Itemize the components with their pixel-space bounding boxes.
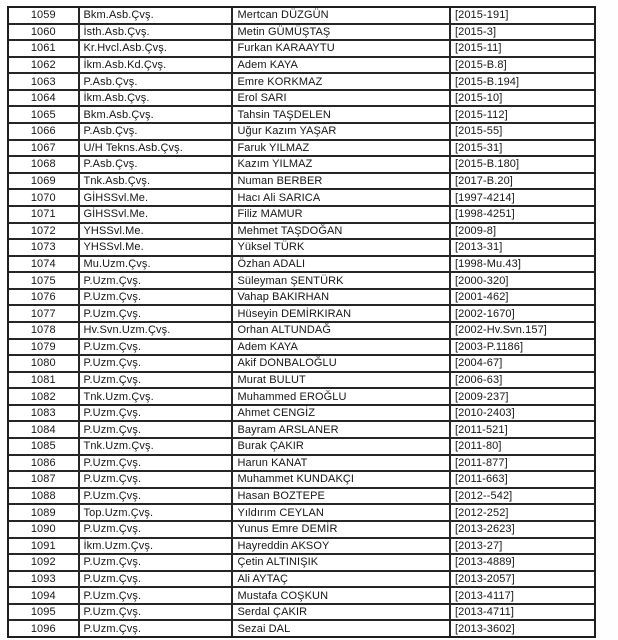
cell-name: Bayram ARSLANER [233,422,451,437]
cell-code: [2017-B.20] [454,175,513,188]
cell-rank: P.Uzm.Çvş. [80,472,234,487]
cell-name: Süleyman ŞENTÜRK [233,273,451,288]
cell-rank: P.Asb.Çvş. [80,74,234,89]
cell-rank: Tnk.Uzm.Çvş. [80,439,234,454]
cell-code: [2015-3] [454,25,497,38]
cell-name: Yıldırım CEYLAN [233,505,451,520]
cell-no: 1087 [9,472,80,487]
cell-no: 1088 [9,489,80,504]
cell-name: Sezai DAL [233,621,451,636]
table-row [9,224,594,241]
cell-no: 1063 [9,74,80,89]
cell-code: [2015-B.8] [454,59,507,72]
cell-code: [2015-10] [454,92,503,105]
personnel-roster-table [7,6,596,638]
cell-name: Orhan ALTUNDAĞ [233,323,451,338]
cell-rank: İkm.Uzm.Çvş. [80,539,234,554]
cell-code: [1998-4251] [454,208,515,221]
cell-no: 1090 [9,522,80,537]
cell-name: Filiz MAMUR [233,207,451,222]
table-row [9,91,594,108]
cell-rank: U/H Tekns.Asb.Çvş. [80,141,234,156]
cell-no: 1065 [9,107,80,122]
table-row [9,107,594,124]
cell-rank: Mu.Uzm.Çvş. [80,257,234,272]
cell-name: Hasan BOZTEPE [233,489,451,504]
cell-name: Tahsin TAŞDELEN [233,107,451,122]
cell-rank: P.Uzm.Çvş. [80,605,234,620]
cell-no: 1080 [9,356,80,371]
table-row [9,273,594,290]
cell-code: [2015-112] [454,108,508,121]
cell-no: 1086 [9,456,80,471]
cell-name: Furkan KARAAYTU [233,41,451,56]
cell-name: Yüksel TÜRK [233,240,451,255]
cell-rank: P.Uzm.Çvş. [80,373,234,388]
table-row [9,522,594,539]
table-row [9,190,594,207]
cell-rank: P.Uzm.Çvş. [80,422,234,437]
table-row [9,290,594,307]
table-row [9,489,594,506]
cell-name: Numan BERBER [233,174,451,189]
table-row [9,422,594,439]
table-row [9,306,594,323]
cell-no: 1084 [9,422,80,437]
cell-no: 1083 [9,406,80,421]
cell-code: [2013-3602] [454,622,515,635]
cell-code: [2013-4711] [454,606,514,619]
cell-no: 1064 [9,91,80,106]
cell-rank: P.Uzm.Çvş. [80,588,234,603]
cell-rank: P.Uzm.Çvş. [80,489,234,504]
cell-rank: P.Asb.Çvş. [80,157,234,172]
table-row [9,257,594,274]
cell-name: Akif DONBALOĞLU [233,356,451,371]
cell-no: 1074 [9,257,80,272]
cell-name: Adem KAYA [233,340,451,355]
cell-no: 1073 [9,240,80,255]
cell-code: [2012--542] [454,490,513,503]
cell-name: Muhammed EROĞLU [233,389,451,404]
cell-rank: İsth.Asb.Çvş. [80,25,234,40]
cell-no: 1071 [9,207,80,222]
table-row [9,572,594,589]
table-row [9,141,594,158]
table-row [9,207,594,224]
cell-rank: P.Uzm.Çvş. [80,621,234,636]
table-row [9,8,594,25]
cell-no: 1066 [9,124,80,139]
table-row [9,389,594,406]
table-row [9,621,594,636]
table-row [9,439,594,456]
cell-name: Hacı Ali SARICA [233,190,451,205]
cell-rank: GİHSSvl.Me. [80,207,234,222]
cell-code: [2013-4889] [454,556,515,569]
cell-name: Hayreddin AKSOY [233,539,451,554]
table-row [9,41,594,58]
cell-no: 1072 [9,224,80,239]
cell-code: [2015-11] [454,42,502,55]
cell-name: Serdal ÇAKIR [233,605,451,620]
cell-code: [1998-Mu.43] [454,257,521,270]
cell-name: Faruk YILMAZ [233,141,451,156]
cell-rank: P.Uzm.Çvş. [80,340,234,355]
table-row [9,555,594,572]
cell-code: [2010-2403] [454,407,515,420]
cell-rank: İkm.Asb.Kd.Çvş. [80,58,234,73]
cell-no: 1082 [9,389,80,404]
cell-code: [2011-663] [454,473,508,486]
table-row [9,539,594,556]
cell-code: [2015-55] [454,125,503,138]
cell-code: [2004-67] [454,357,503,370]
cell-code: [2012-252] [454,506,509,519]
table-row [9,58,594,75]
cell-name: Mehmet TAŞDOĞAN [233,224,451,239]
cell-no: 1095 [9,605,80,620]
cell-no: 1089 [9,505,80,520]
cell-code: [2013-27] [454,539,503,552]
cell-no: 1078 [9,323,80,338]
cell-rank: P.Uzm.Çvş. [80,522,234,537]
cell-no: 1085 [9,439,80,454]
cell-rank: GİHSSvl.Me. [80,190,234,205]
cell-no: 1060 [9,25,80,40]
cell-rank: P.Uzm.Çvş. [80,356,234,371]
cell-name: Harun KANAT [233,456,451,471]
cell-rank: Hv.Svn.Uzm.Çvş. [80,323,234,338]
cell-no: 1092 [9,555,80,570]
cell-name: Uğur Kazım YAŞAR [233,124,451,139]
cell-no: 1096 [9,621,80,636]
cell-code: [2011-877] [454,456,508,469]
table-row [9,373,594,390]
cell-rank: P.Uzm.Çvş. [80,456,234,471]
cell-code: [2011-80] [454,440,502,453]
cell-rank: Kr.Hvcl.Asb.Çvş. [80,41,234,56]
table-row [9,74,594,91]
cell-rank: P.Uzm.Çvş. [80,273,234,288]
table-row [9,124,594,141]
cell-code: [1997-4214] [454,191,515,204]
cell-code: [2003-P.1186] [454,340,524,353]
cell-no: 1081 [9,373,80,388]
cell-rank: Tnk.Uzm.Çvş. [80,389,234,404]
cell-no: 1077 [9,306,80,321]
table-row [9,406,594,423]
cell-rank: Top.Uzm.Çvş. [80,505,234,520]
cell-name: Mertcan DÜZGÜN [233,8,451,23]
table-row [9,323,594,340]
cell-name: Yunus Emre DEMİR [233,522,451,537]
cell-name: Adem KAYA [233,58,451,73]
cell-code: [2002-1670] [454,307,515,320]
cell-code: [2009-237] [454,390,509,403]
cell-name: Kazım YILMAZ [233,157,451,172]
cell-code: [2011-521] [454,423,508,436]
cell-name: Hüseyin DEMİRKIRAN [233,306,451,321]
cell-code: [2013-2623] [454,523,515,536]
cell-name: Ali AYTAÇ [233,572,451,587]
cell-rank: YHSSvl.Me. [80,224,234,239]
cell-no: 1079 [9,340,80,355]
cell-rank: YHSSvl.Me. [80,240,234,255]
cell-code: [2015-B.194] [454,75,520,88]
cell-name: Emre KORKMAZ [233,74,451,89]
cell-rank: Bkm.Asb.Çvş. [80,107,234,122]
cell-no: 1068 [9,157,80,172]
cell-name: Murat BULUT [233,373,451,388]
cell-code: [2009-8] [454,224,497,237]
cell-name: Metin GÜMÜŞTAŞ [233,25,451,40]
cell-code: [2015-191] [454,9,509,22]
cell-code: [2013-31] [454,241,503,254]
cell-rank: Bkm.Asb.Çvş. [80,8,234,23]
table-row [9,588,594,605]
table-row [9,472,594,489]
cell-code: [2015-31] [454,141,503,154]
table-row [9,157,594,174]
cell-name: Mustafa COŞKUN [233,588,451,603]
cell-name: Ahmet CENGİZ [233,406,451,421]
cell-no: 1091 [9,539,80,554]
cell-name: Çetin ALTINIŞIK [233,555,451,570]
cell-rank: İkm.Asb.Çvş. [80,91,234,106]
cell-name: Muhammet KUNDAKÇI [233,472,451,487]
cell-rank: P.Uzm.Çvş. [80,306,234,321]
cell-no: 1067 [9,141,80,156]
cell-rank: P.Uzm.Çvş. [80,555,234,570]
table-row [9,240,594,257]
cell-code: [2013-2057] [454,572,515,585]
cell-no: 1093 [9,572,80,587]
cell-rank: P.Uzm.Çvş. [80,572,234,587]
table-row [9,25,594,42]
cell-no: 1076 [9,290,80,305]
table-row [9,174,594,191]
cell-code: [2002-Hv.Svn.157] [454,324,547,337]
cell-rank: P.Uzm.Çvş. [80,406,234,421]
table-row [9,605,594,622]
cell-code: [2006-63] [454,374,503,386]
cell-no: 1094 [9,588,80,603]
cell-code: [2013-4117] [454,589,514,602]
cell-name: Burak ÇAKIR [233,439,451,454]
table-row [9,505,594,522]
cell-rank: P.Asb.Çvş. [80,124,234,139]
cell-code: [2001-462] [454,291,509,304]
cell-rank: Tnk.Asb.Çvş. [80,174,234,189]
cell-no: 1075 [9,273,80,288]
table-row [9,356,594,373]
table-row [9,456,594,473]
cell-code: [2000-320] [454,274,509,287]
cell-name: Özhan ADALI [233,257,451,272]
cell-no: 1059 [9,8,80,23]
table-row [9,340,594,357]
cell-rank: P.Uzm.Çvş. [80,290,234,305]
cell-no: 1062 [9,58,80,73]
cell-name: Vahap BAKIRHAN [233,290,451,305]
cell-no: 1061 [9,41,80,56]
cell-no: 1070 [9,190,80,205]
cell-code: [2015-B.180] [454,158,520,171]
cell-no: 1069 [9,174,80,189]
cell-name: Erol SARI [233,91,451,106]
